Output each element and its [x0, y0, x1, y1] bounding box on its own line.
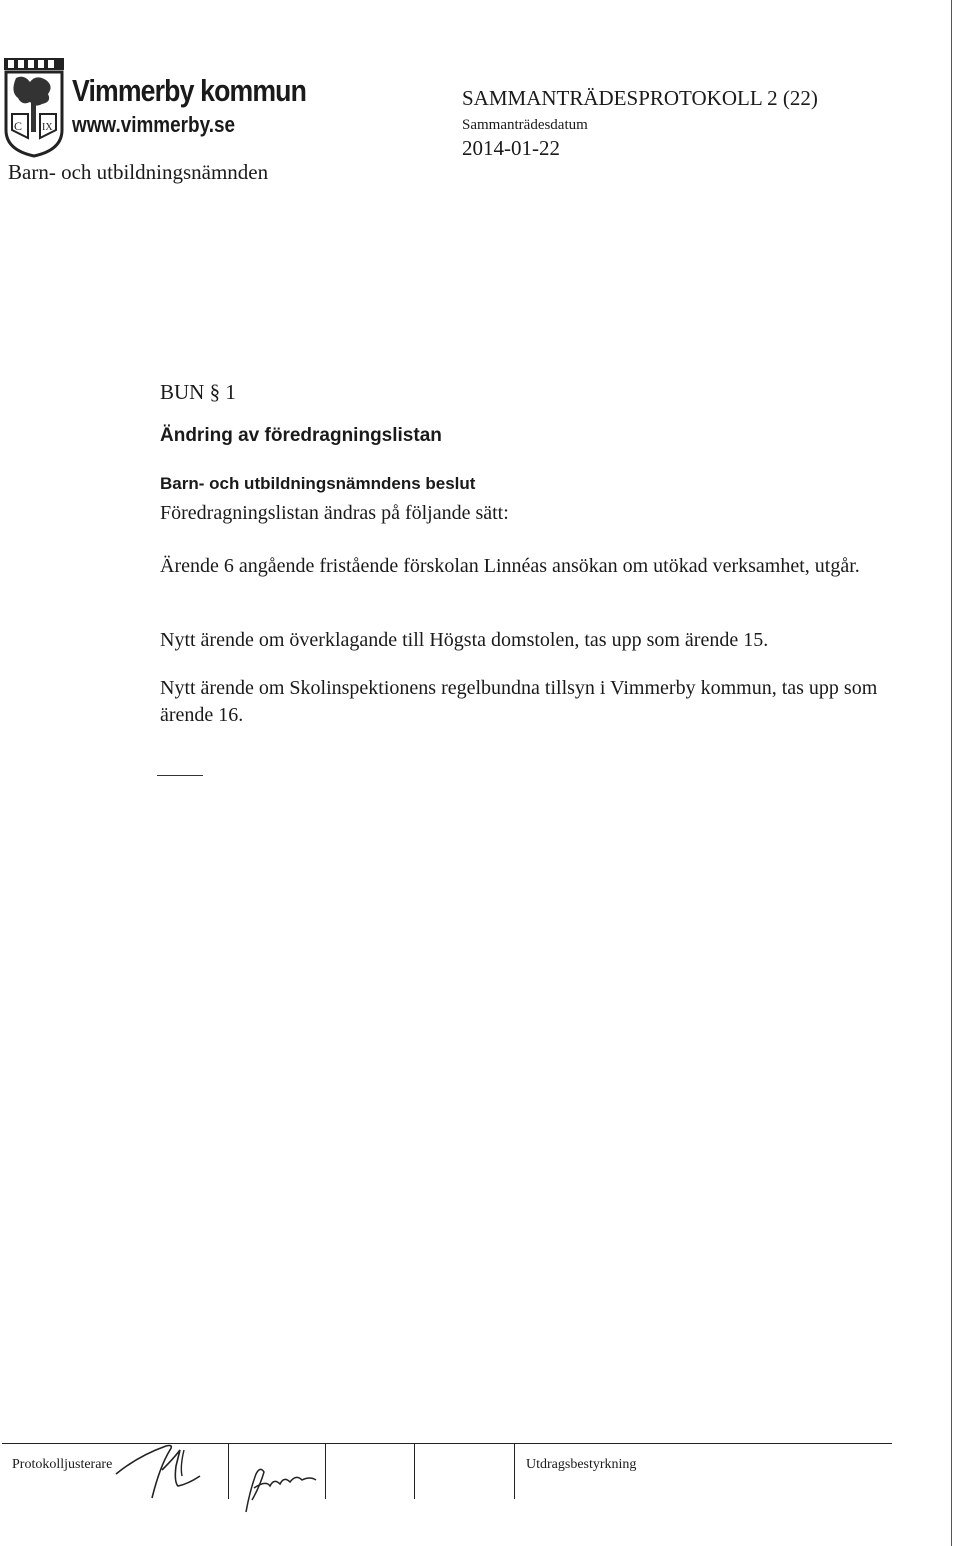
- committee-name: Barn- och utbildningsnämnden: [8, 160, 269, 184]
- organization-name: Vimmerby kommun: [72, 73, 307, 108]
- handwritten-signature-2: [230, 1450, 320, 1520]
- decision-subheading: Barn- och utbildningsnämndens beslut: [160, 474, 476, 493]
- footer-divider: [325, 1443, 326, 1499]
- decision-paragraph: Nytt ärende om överklagande till Högsta domstolen, tas upp som ärende 15.: [160, 629, 769, 651]
- document-title: SAMMANTRÄDESPROTOKOLL 2 (22): [462, 86, 818, 110]
- scan-edge-line: [951, 0, 952, 1546]
- decision-paragraph: Ärende 6 angående fristående förskolan Linnéas ansökan om utökad verksamhet, utgår.: [160, 555, 860, 577]
- svg-text:IX: IX: [42, 122, 53, 133]
- end-rule: [157, 775, 203, 776]
- section-heading: Ändring av föredragningslistan: [160, 425, 442, 446]
- municipal-crest-logo: [2, 58, 66, 158]
- organization-url: www.vimmerby.se: [72, 112, 235, 137]
- meeting-date-value: 2014-01-22: [462, 136, 560, 160]
- decision-intro: Föredragningslistan ändras på följande sätt:: [160, 502, 509, 524]
- meeting-date-label: Sammanträdesdatum: [462, 117, 588, 133]
- svg-text:C: C: [14, 119, 23, 133]
- adjusters-label: Protokolljusterare: [12, 1457, 113, 1472]
- handwritten-signature-1: [108, 1436, 228, 1506]
- decision-paragraph: Nytt ärende om Skolinspektionens regelbundna tillsyn i Vimmerby kommun, tas upp som ärende 16.: [160, 677, 878, 726]
- extract-certification-label: Utdragsbestyrkning: [526, 1457, 637, 1472]
- footer-divider: [414, 1443, 415, 1499]
- footer-divider: [228, 1443, 229, 1499]
- footer-divider: [514, 1443, 515, 1499]
- section-reference: BUN § 1: [160, 380, 236, 404]
